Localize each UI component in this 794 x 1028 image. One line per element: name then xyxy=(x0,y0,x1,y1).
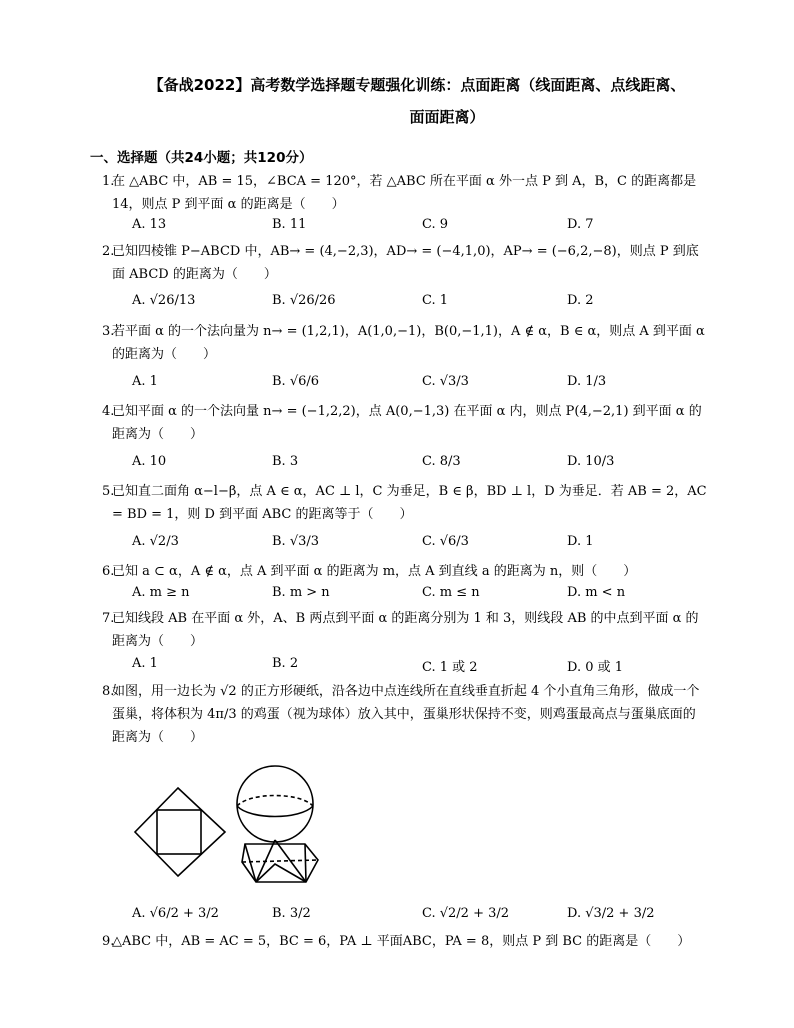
question-text: 在 △ABC 中，AB = 15，∠BCA = 120°，若 △ABC 所在平面 α 外一点 P 到 A，B，C 的距离都是 14，则点 P 到平面 α 的距离是（ ） xyxy=(112,174,697,212)
option-a: A. 1 xyxy=(132,374,158,389)
question-text: 已知直二面角 α−l−β，点 A ∈ α，AC ⊥ l，C 为垂足，B ∈ β，BD ⊥ l，D 为垂足．若 AB = 2，AC = BD = 1，则 D 到平面 ABC 的距离等于（ ） xyxy=(112,484,707,522)
option-d: D. 10/3 xyxy=(567,454,615,469)
option-a: A. 1 xyxy=(132,656,158,671)
option-a: A. √6/2 + 3/2 xyxy=(132,906,219,921)
option-d: D. √3/2 + 3/2 xyxy=(567,906,655,921)
option-d: D. 1 xyxy=(567,534,594,549)
question-3: 3. 若平面 α 的一个法向量为 n→ = (1,2,1)，A(1,0,−1)，B(0,−1,1)，A ∉ α，B ∈ α，则点 A 到平面 α 的距离为（ ） xyxy=(112,320,707,366)
question-5: 5. 已知直二面角 α−l−β，点 A ∈ α，AC ⊥ l，C 为垂足，B ∈ β，BD ⊥ l，D 为垂足．若 AB = 2，AC = BD = 1，则 D 到平面 ABC 的距离等于（ ） xyxy=(112,480,707,526)
option-c: C. √2/2 + 3/2 xyxy=(422,906,510,921)
question-text: 已知四棱锥 P−ABCD 中，AB→ = (4,−2,3)，AD→ = (−4,1,0)，AP→ = (−6,2,−8)，则点 P 到底面 ABCD 的距离为（ ） xyxy=(112,244,699,282)
option-c: C. 9 xyxy=(422,217,449,232)
option-b: B. m > n xyxy=(272,585,330,600)
question-6: 6. 已知 a ⊂ α，A ∉ α，点 A 到平面 α 的距离为 m，点 A 到直线 a 的距离为 n，则（ ） xyxy=(112,560,707,583)
option-b: B. 3/2 xyxy=(272,906,311,921)
option-b: B. 3 xyxy=(272,454,299,469)
option-b: B. √3/3 xyxy=(272,534,320,549)
option-c: C. √6/3 xyxy=(422,534,469,549)
option-d: D. 2 xyxy=(567,293,594,308)
option-c: C. √3/3 xyxy=(422,374,469,389)
option-b: B. 11 xyxy=(272,217,307,232)
question-text: 已知线段 AB 在平面 α 外，A、B 两点到平面 α 的距离分别为 1 和 3，则线段 AB 的中点到平面 α 的距离为（ ） xyxy=(112,611,699,649)
doc-title-line2: 面面距离） xyxy=(409,108,485,126)
egg-nest-figure xyxy=(130,760,330,892)
option-b: B. √6/6 xyxy=(272,374,320,389)
question-7: 7. 已知线段 AB 在平面 α 外，A、B 两点到平面 α 的距离分别为 1 和 3，则线段 AB 的中点到平面 α 的距离为（ ） xyxy=(112,607,707,653)
section-heading: 一、选择题（共24小题；共120分） xyxy=(90,150,313,166)
question-text: 如图，用一边长为 √2 的正方形硬纸，沿各边中点连线所在直线垂直折起 4 个小直角三角形，做成一个蛋巢，将体积为 4π/3 的鸡蛋（视为球体）放入其中，蛋巢形状保持不变，则鸡蛋最高点与蛋巢底面的距离为（ ） xyxy=(112,684,700,745)
option-c: C. 1 或 2 xyxy=(422,660,478,675)
question-8: 8. 如图，用一边长为 √2 的正方形硬纸，沿各边中点连线所在直线垂直折起 4 个小直角三角形，做成一个蛋巢，将体积为 4π/3 的鸡蛋（视为球体）放入其中，蛋巢形状保持不变，则鸡蛋最高点与蛋巢底面的距离为（ ） xyxy=(112,680,707,749)
doc-title-line1: 【备战2022】高考数学选择题专题强化训练：点面距离（线面距离、点线距离、 xyxy=(148,76,686,94)
option-c: C. 1 xyxy=(422,293,449,308)
option-a: A. 10 xyxy=(132,454,167,469)
option-a: A. √26/13 xyxy=(132,293,196,308)
question-text: 若平面 α 的一个法向量为 n→ = (1,2,1)，A(1,0,−1)，B(0,−1,1)，A ∉ α，B ∈ α，则点 A 到平面 α 的距离为（ ） xyxy=(112,324,705,362)
option-c: C. 8/3 xyxy=(422,454,461,469)
question-text: 已知 a ⊂ α，A ∉ α，点 A 到平面 α 的距离为 m，点 A 到直线 a 的距离为 n，则（ ） xyxy=(112,564,637,579)
sphere-on-nest-diagram xyxy=(237,766,318,882)
option-d: D. 1/3 xyxy=(567,374,607,389)
option-d: D. m < n xyxy=(567,585,626,600)
question-9: 9. △ABC 中，AB = AC = 5，BC = 6，PA ⊥ 平面ABC，PA = 8，则点 P 到 BC 的距离是（ ） xyxy=(112,930,707,953)
option-c: C. m ≤ n xyxy=(422,585,480,600)
question-2: 2. 已知四棱锥 P−ABCD 中，AB→ = (4,−2,3)，AD→ = (−4,1,0)，AP→ = (−6,2,−8)，则点 P 到底面 ABCD 的距离为（ ） xyxy=(112,240,707,286)
question-text: △ABC 中，AB = AC = 5，BC = 6，PA ⊥ 平面ABC，PA = 8，则点 P 到 BC 的距离是（ ） xyxy=(112,934,691,949)
option-a: A. 13 xyxy=(132,217,167,232)
option-d: D. 0 或 1 xyxy=(567,660,624,675)
option-d: D. 7 xyxy=(567,217,594,232)
question-4: 4. 已知平面 α 的一个法向量 n→ = (−1,2,2)，点 A(0,−1,3) 在平面 α 内，则点 P(4,−2,1) 到平面 α 的距离为（ ） xyxy=(112,400,707,446)
option-b: B. 2 xyxy=(272,656,299,671)
option-b: B. √26/26 xyxy=(272,293,336,308)
question-1: 1. 在 △ABC 中，AB = 15，∠BCA = 120°，若 △ABC 所在平面 α 外一点 P 到 A，B，C 的距离都是 14，则点 P 到平面 α 的距离是（ ） xyxy=(112,170,707,216)
option-a: A. √2/3 xyxy=(132,534,179,549)
unfolded-square-diagram xyxy=(135,788,225,876)
question-text: 已知平面 α 的一个法向量 n→ = (−1,2,2)，点 A(0,−1,3) 在平面 α 内，则点 P(4,−2,1) 到平面 α 的距离为（ ） xyxy=(112,404,702,442)
option-a: A. m ≥ n xyxy=(132,585,190,600)
